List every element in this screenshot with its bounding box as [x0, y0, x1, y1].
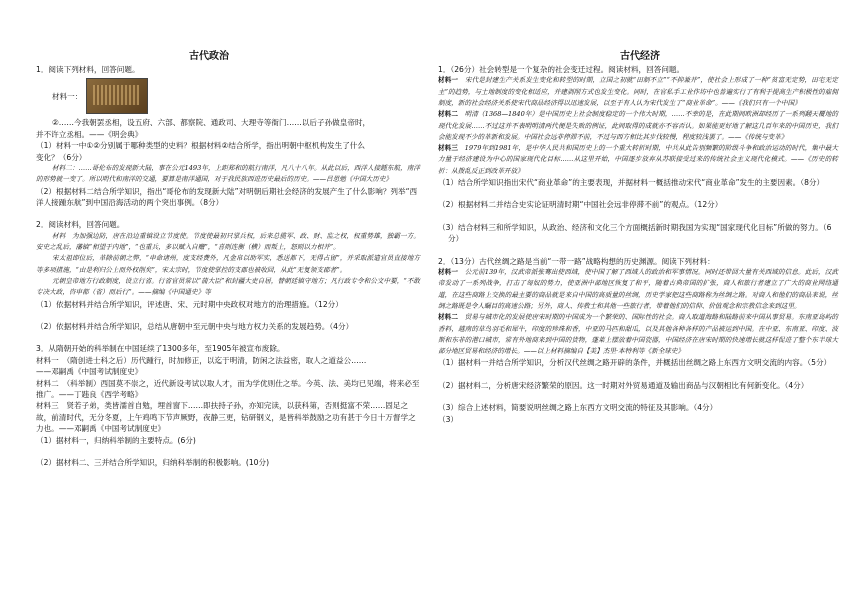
- econ-question-2-stem: 2．（13分）古代丝绸之路是当前“一带一路”战略构想的历史渊源。阅读下列材料：: [438, 256, 715, 266]
- question-1-stem: 1．阅读下列材料，回答问题。: [36, 65, 140, 74]
- econ-question-2-sub-3: （3）综合上述材料，简要说明丝绸之路上东西方文明交流的特征及其影响。（4分）: [438, 403, 718, 413]
- econ-q2-material-2-label: 材料二: [438, 313, 459, 322]
- material-1-text-cont: 并不许立丞相。——《明会典》: [36, 129, 143, 139]
- econ-q2-material-2: 贸易与城市化的发展使唐宋时期的中国成为一个繁荣的、国际性的社会。商人取道海路和陆路前来中国从事贸易。东南亚岛屿的香料，越南的草鸟羽毛和犀牛，印度的珍珠和香，中亚的马匹和甜瓜，以及其他各种各样的产品被运到中国。在中亚、东南亚、印度、波斯和东非的港口城市，常有外地商来到中国的货物，蓬莱上摆放着中国瓷器，中国经济在唐宋时期的快速增长就这样促进了整个东半球大部分地区贸易和经济的增长。——以上材料摘编自【美】杰里·本特利等《新全球史》: [438, 313, 839, 356]
- econ-q1-material-2-label: 材料二: [438, 110, 458, 119]
- question-2-sub-2: （2）依据材料并结合所学知识，总结从唐朝中至元朝中央与地方权力关系的发展趋势。（4分）: [36, 322, 354, 332]
- right-column-title: 古代经济: [620, 51, 660, 62]
- econ-question-1-sub-3: （3）结合材料三和所学知识，从政治、经济和文化三个方面概括新时期我国为实现“国家现代化目标”所做的努力。（6分）: [438, 222, 832, 244]
- q2-material-1: 材料 为加强边防，唐在沿边重镇设立节度使。节度使最初只掌兵权，后来总揽军、政、财、监之权，权重势雄，独霸一方。安史之乱后，藩镇“相望于内地”，“也重兵，多以赋入自赡”，“喜则连衡（横）而叛上，怒则以力相并”。: [36, 231, 420, 252]
- econ-q1-material-3-label: 材料三: [438, 144, 458, 153]
- econ-q1-material-1: 宋代是封建生产关系发生变化和转型的时期，立国之初就“田制不立”“不抑兼并”，使社会上形成了一种“贫富无定势，田宅无定主”的趋势，与土地制度的变化相适应，并建剥削方式也发生变化。同时，在官私手工业作坊中也普遍实行了有利于提高生产积极性的雇佣制度，新的社会经济关系使宋代商品经济得以迅速发展，以至于有人认为宋代发生了“商业革命”。——《我们只有一个中国》: [438, 76, 839, 107]
- q2-material-2: 宋太祖即位后，革除前朝之弊，“申命诸州，度支经费外，凡金帛以助军实，悉送都下，无得占留”，并采取派遣官员直接地方等多项措施，“由是利归公上而外权削矣”，宋太宗时，节度使掌控的支郡也被收回，从此“无复领支郡者”。: [36, 254, 420, 274]
- q3-material-2: 材料二 （科举制）西国莫不崇之，近代新设考试以取人才，而为学优则仕之举。今英、法、美均已见端，将来必至推广。——丁韪良《西学考略》: [36, 378, 420, 400]
- econ-question-2-sub-2: （2）据材料二，分析唐宋经济繁荣的原因。这一时期对外贸易通道及输出商品与汉朝相比有何新变化。（4分）: [438, 380, 809, 390]
- q3-material-1-source: ——邓嗣禹《中国考试制度史》: [36, 367, 143, 377]
- material-1-label: 材料一：: [52, 91, 83, 101]
- left-column: [36, 64, 420, 469]
- econ-question-1-sub-2: （2）根据材料二并结合史实论证明清时期“中国社会远非停滞不前”的观点。（12分）: [438, 200, 723, 210]
- question-1-sub-1: （1）材料一中①②分别属于哪种类型的史料？根据材料②结合所学，指出明朝中枢机构发生了什么: [36, 141, 365, 151]
- q3-material-1: 材料一 （隋创进士科之后）历代踵行，时加修正，以迄于明清，防闲之法益密，取人之道益公……: [36, 355, 367, 365]
- econ-question-1-sub-1: （1）结合所学知识指出宋代“商业革命”的主要表现，并据材料一概括推动宋代“商业革命”发生的主要因素。（8分）: [438, 178, 825, 188]
- stone-tablet-image: [86, 78, 148, 114]
- q3-material-3: 材料三 贤若子弟，类皆濡首自勉，埋首窗下……即扶持子孙，亦知完读，以获科第，否则挺富不荣……固足之故，前清时代，无分冬夏，上午鸡鸣下节声厥野，夜静三更，钻研钢义，是皆科举鼓励之功有甚于今日十万督学之力也。——邓嗣禹《中国考试制度史》: [36, 401, 416, 434]
- right-column: [438, 64, 838, 425]
- left-column-title: 古代政治: [189, 51, 229, 62]
- econ-question-2-sub-1: （1）据材料一并结合所学知识，分析汉代丝绸之路开辟的条件，并概括出丝绸之路上东西方文明交流的内容。（5分）: [438, 358, 832, 368]
- question-3-sub-2: （2）据材料二、三并结合所学知识，归纳科举制的积极影响。(10分): [36, 458, 270, 468]
- econ-q2-material-1-label: 材料一: [438, 268, 459, 277]
- econ-q2-material-1: 公元前139年，汉武帝派张骞出使西域，使中国了解了西域人的政治和军事情况。同时还带回大量有关西域的信息。此后，汉武帝发动了一系列战争，打击了匈奴的势力，使亚洲中部地区恢复了和平，随着古典帝国的扩张，商人和旅行者建立了广大的商业网络通道，在这些商路上交换的最主要的商品就是来自中国的高质量的丝绸，历史学家把这些商路称为丝绸之路。对商人和他们的商品来说，丝绸之路既是令人瞩目的高速公路；另外，商人、传教士和其他一些旅行者，带着他们的信仰、价值观念和宗教信念来到这里。: [438, 268, 839, 310]
- econ-q1-material-1-label: 材料一: [438, 76, 459, 85]
- question-2-stem: 2．阅读材料，回答问题。: [36, 220, 125, 230]
- material-1-row: [36, 75, 420, 117]
- econ-q1-material-3: 1979年到1981年，是中华人民共和国历史上的一个重大转折时期，中共从此告别频繁的阶级斗争和政治运动的时代，集中最大力量于经济建设为中心的国家现代化目标……从这里开始，中国逐步放弃从苏联接受过来的传统社会主义现代化模式。——《历史的转折：从拨乱反正到改革开放》: [438, 144, 839, 175]
- econ-q1-material-2: 明清（1368—1840年）是中国历史上社会制度稳定的一个伟大时期，……不幸的是，在此期间欧洲却经历了一系列翻天覆地的现代化发展……不过这并不表明明清两代便是失败的例证，此间取得的成就亦不容否认。如果能更好地了解这几百年来的中国历史，我们会能发现不少的革新和发展。中国社会远非停滞不前，不过与西方相比其步伐较慢，程度较浅罢了。——《传统与变革》: [438, 110, 839, 141]
- econ-question-1-stem: 1．（26分）社会转型是一个复杂的社会变迁过程。阅读材料，回答问题。: [438, 65, 685, 74]
- question-1-sub-2: （2）根据材料二结合所学知识，指出“哥伦布的发现新大陆”对明朝后期社会经济的发展产生了什么影响？列举“西洋人接踵东航”到中国沿海活动的两个突出事例。（8分）: [36, 186, 418, 208]
- question-2-sub-1: （1）依据材料并结合所学知识，评述唐、宋、元时期中央政权对地方的治理措施。（12分）: [36, 299, 343, 309]
- question-3-stem: 3．从隋朝开始的科举制在中国延续了1300多年，至1905年被宣布废除。: [36, 344, 285, 354]
- econ-question-2-sub-3-cont: （3）: [438, 414, 459, 424]
- question-3-sub-1: （1）据材料一，归纳科举制的主要特点。(6分): [36, 435, 196, 445]
- q2-material-3: 元朝皇帝地方行政制度，设立行省。行省官员常以“蒲大臣”和封疆大吏自居，替朝廷镇守地方；凡行政专令和公文中要，“不敢专决大政，咨申都（省）而后行”。——摘编《中国通史》等: [36, 277, 420, 297]
- material-2-text: 材料二：……哥伦布的发现新大陆，事在公元1493年，上距郑和的航行南洋，凡八十八年。从此以后，西洋人接踵东航，南洋的形势就一变了。所以明代和南洋的交通，要算是南洋通国，对于我民族西进历史最后的历史。——吕思勉《中国大历史》: [36, 164, 420, 184]
- question-1-sub-1-cont: 变化？（6分）: [36, 152, 87, 162]
- material-1-text: ②……今我朝罢丞相，设五府、六部、都察院、通政司、大理寺等衙门……以后子孙做皇帝时，: [52, 118, 371, 128]
